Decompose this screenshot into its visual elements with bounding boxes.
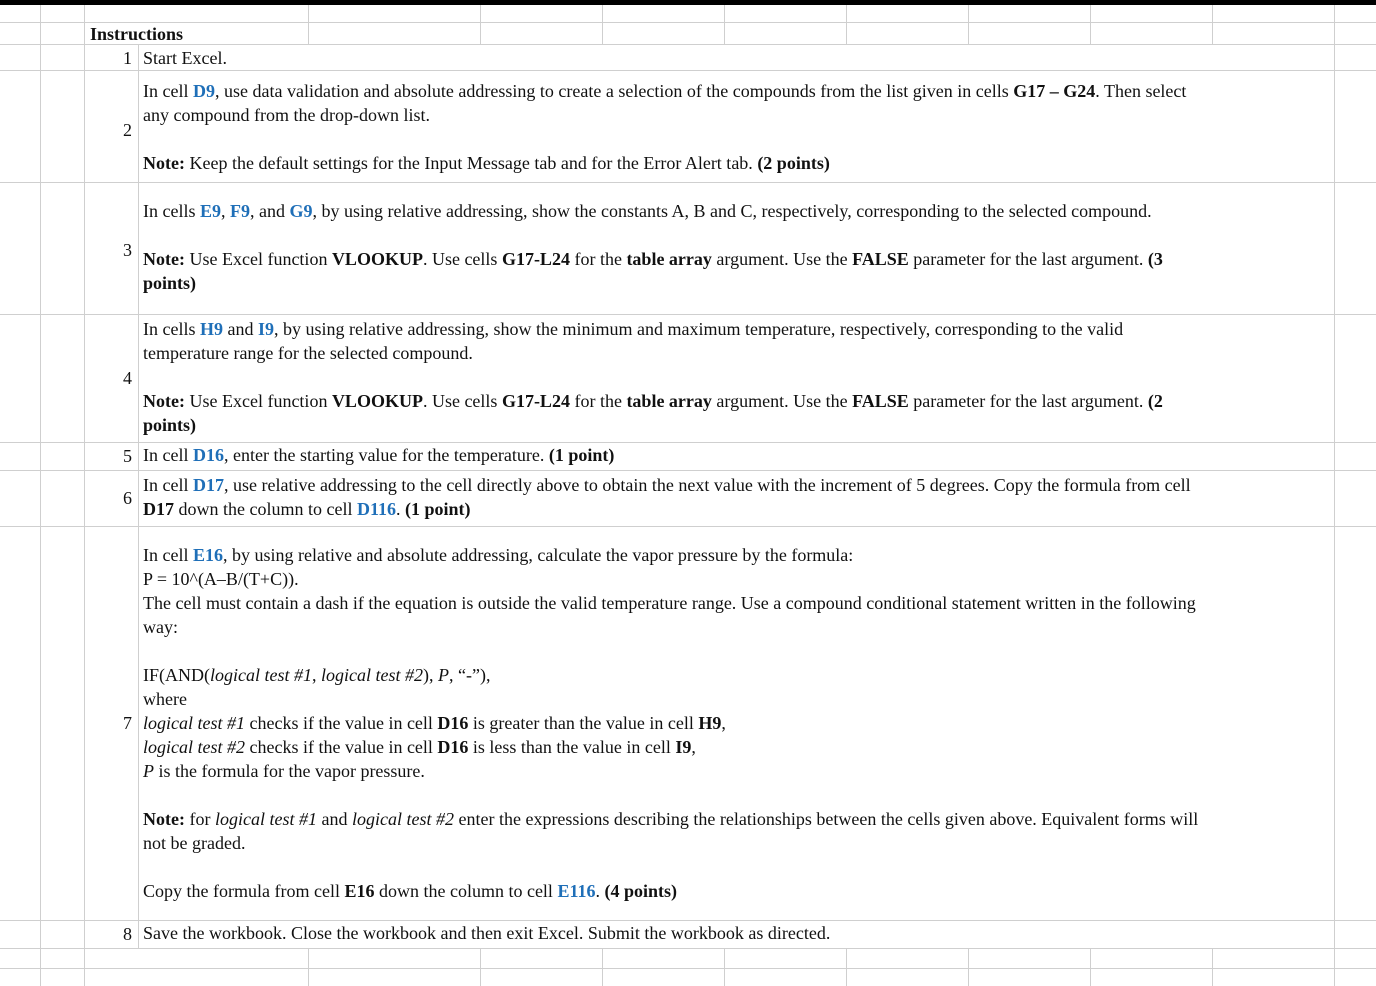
step-text[interactable]: Start Excel. [143,48,227,68]
step-text[interactable]: P = 10^(A–B/(T+C)). [143,569,299,589]
step-note[interactable]: points) [143,415,197,435]
step-text[interactable]: In cell D16, enter the starting value for the temperature. (1 point) [143,445,615,465]
step-note[interactable]: Note: Use Excel function VLOOKUP. Use cells G17-L24 for the table array argument. Use the FALSE parameter for the last argument. (3 [143,249,1163,269]
step-number[interactable]: 8 [123,924,132,944]
step-number[interactable]: 6 [123,488,132,508]
step-note[interactable]: points) [143,273,197,293]
step-note[interactable]: not be graded. [143,833,246,853]
step-text[interactable]: In cell D17, use relative addressing to the cell directly above to obtain the next value with the increment of 5 degrees. Copy the formula from cell [143,475,1191,495]
step-note[interactable]: Note: for logical test #1 and logical test #2 enter the expressions describing the relationships between the cells given above. Equivalent forms will [143,809,1199,829]
step-text[interactable]: temperature range for the selected compound. [143,343,473,363]
step-number[interactable]: 4 [123,368,132,388]
step-formula[interactable]: IF(AND(logical test #1, logical test #2), P, “-”), [143,665,491,685]
step-note[interactable]: Note: Keep the default settings for the Input Message tab and for the Error Alert tab. (2 points) [143,153,830,173]
sheet-title[interactable]: Instructions [90,24,184,44]
step-text[interactable]: The cell must contain a dash if the equation is outside the valid temperature range. Use a compound conditional statement written in the following [143,593,1196,613]
step-text[interactable]: logical test #2 checks if the value in cell D16 is less than the value in cell I9, [143,737,696,757]
step-text[interactable]: where [143,689,187,709]
step-text[interactable]: any compound from the drop-down list. [143,105,430,125]
step-text[interactable]: In cells E9, F9, and G9, by using relative addressing, show the constants A, B and C, respectively, corresponding to the selected compound. [143,201,1152,221]
step-text[interactable]: D17 down the column to cell D116. (1 point) [143,499,471,519]
step-text[interactable]: P is the formula for the vapor pressure. [143,761,425,781]
step-text[interactable]: Copy the formula from cell E16 down the column to cell E116. (4 points) [143,881,677,901]
step-number[interactable]: 1 [123,48,132,68]
step-text[interactable]: Save the workbook. Close the workbook and then exit Excel. Submit the workbook as directed. [143,923,831,943]
step-number[interactable]: 5 [123,446,132,466]
step-text[interactable]: logical test #1 checks if the value in cell D16 is greater than the value in cell H9, [143,713,726,733]
step-text[interactable]: In cell E16, by using relative and absolute addressing, calculate the vapor pressure by the formula: [143,545,854,565]
step-note[interactable]: Note: Use Excel function VLOOKUP. Use cells G17-L24 for the table array argument. Use the FALSE parameter for the last argument. (2 [143,391,1163,411]
step-text[interactable]: In cells H9 and I9, by using relative addressing, show the minimum and maximum temperature, respectively, corresponding to the valid [143,319,1124,339]
step-number[interactable]: 3 [123,240,132,260]
step-number[interactable]: 7 [123,713,132,733]
step-text[interactable]: way: [143,617,178,637]
step-text[interactable]: In cell D9, use data validation and absolute addressing to create a selection of the compounds from the list given in cells G17 – G24. Then select [143,81,1187,101]
step-number[interactable]: 2 [123,120,132,140]
